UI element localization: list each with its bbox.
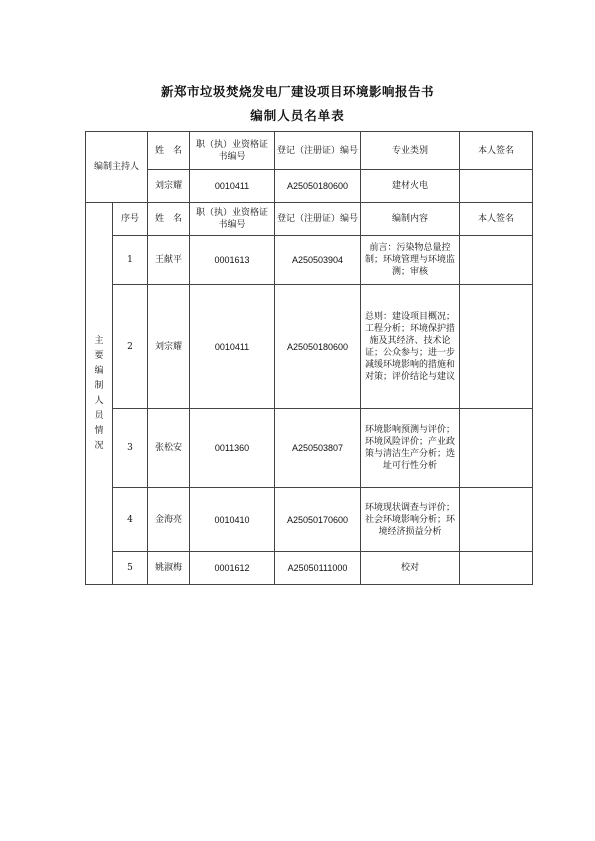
row-name: 刘宗耀	[148, 285, 190, 409]
row-cert: 0001613	[190, 236, 275, 285]
staff-section-label	[86, 203, 113, 585]
row-cert: 0010411	[190, 285, 275, 409]
header-name: 姓 名	[148, 203, 190, 236]
header-reg: 登记（注册证）编号	[275, 203, 361, 236]
row-sign	[460, 552, 533, 585]
table-row	[86, 285, 533, 409]
host-reg: A25050180600	[275, 170, 361, 203]
table-row	[86, 236, 533, 285]
row-no: 3	[113, 409, 148, 488]
header-reg: 登记（注册证）编号	[275, 132, 361, 170]
row-cert: 0010410	[190, 488, 275, 552]
row-content: 校对	[361, 552, 460, 585]
row-no: 1	[113, 236, 148, 285]
row-name: 王献平	[148, 236, 190, 285]
host-specialty: 建材火电	[361, 170, 460, 203]
table-row	[86, 409, 533, 488]
header-cert: 职（执）业资格证书编号	[190, 132, 275, 170]
host-sign	[460, 170, 533, 203]
row-content: 前言：污染物总量控制；环境管理与环境监测；审核	[361, 236, 460, 285]
row-sign	[460, 409, 533, 488]
table-title: 编制人员名单表	[250, 108, 345, 123]
host-row	[86, 170, 533, 203]
row-name: 金海亮	[148, 488, 190, 552]
row-cert: 0011360	[190, 409, 275, 488]
staff-table	[85, 202, 533, 585]
header-cert: 职（执）业资格证书编号	[190, 203, 275, 236]
row-no: 4	[113, 488, 148, 552]
header-no: 序号	[113, 203, 148, 236]
report-title: 新郑市垃圾焚烧发电厂建设项目环境影响报告书	[160, 84, 434, 99]
row-name: 姚淑梅	[148, 552, 190, 585]
row-content: 环境影响预测与评价；环境风险评价；产业政策与清洁生产分析；选址可行性分析	[361, 409, 460, 488]
row-reg: A25050180600	[275, 285, 361, 409]
host-table	[85, 131, 533, 203]
staff-section-label-text: 主要编制人员情况	[94, 335, 104, 451]
header-sign: 本人签名	[460, 203, 533, 236]
row-sign	[460, 285, 533, 409]
row-content: 总则：建设项目概况；工程分析；环境保护措施及其经济、技术论证；公众参与；进一步减缓环境影响的措施和对策；评价结论与建议	[361, 285, 460, 409]
staff-header-row	[86, 203, 533, 236]
row-sign	[460, 488, 533, 552]
table-row	[86, 488, 533, 552]
row-cert: 0001612	[190, 552, 275, 585]
row-reg: A25050170600	[275, 488, 361, 552]
row-sign	[460, 236, 533, 285]
row-reg: A250503807	[275, 409, 361, 488]
host-cert: 0010411	[190, 170, 275, 203]
row-content: 环境现状调查与评价；社会环境影响分析；环境经济损益分析	[361, 488, 460, 552]
row-reg: A250503904	[275, 236, 361, 285]
row-no: 5	[113, 552, 148, 585]
host-header-row	[86, 132, 533, 170]
header-content: 编制内容	[361, 203, 460, 236]
table-row	[86, 552, 533, 585]
header-name: 姓 名	[148, 132, 190, 170]
host-name: 刘宗耀	[148, 170, 190, 203]
row-name: 张松安	[148, 409, 190, 488]
row-reg: A25050111000	[275, 552, 361, 585]
host-section-label: 编制主持人	[86, 132, 148, 203]
header-sign: 本人签名	[460, 132, 533, 170]
row-no: 2	[113, 285, 148, 409]
header-specialty: 专业类别	[361, 132, 460, 170]
